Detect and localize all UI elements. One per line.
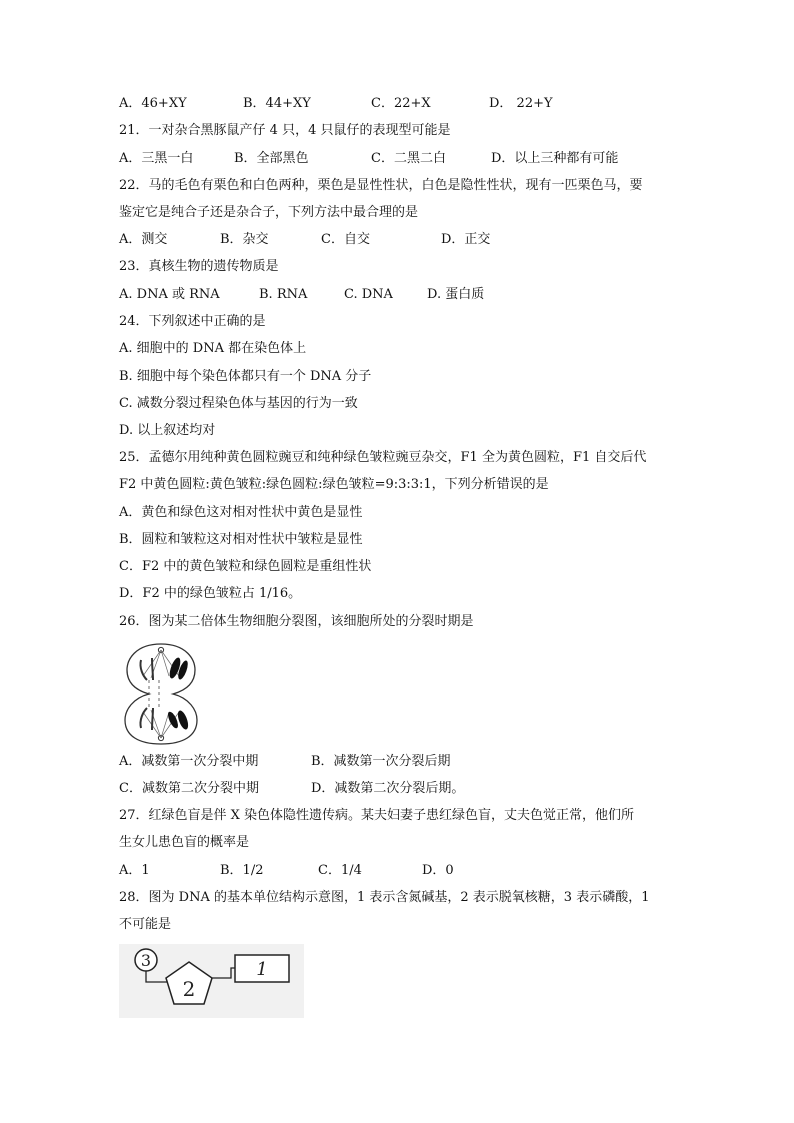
q23-stem: 23．真核生物的遗传物质是 — [119, 259, 279, 274]
q20-option-d: D． 22+Y — [489, 96, 553, 111]
q22-stem-line1: 22．马的毛色有栗色和白色两种，栗色是显性性状，白色是隐性性状，现有一匹栗色马，要 — [119, 178, 643, 193]
q25-stem-line2: F2 中黄色圆粒:黄色皱粒:绿色圆粒:绿色皱粒=9:3:3:1，下列分析错误的是 — [119, 477, 549, 492]
q27-option-c: C．1/4 — [318, 863, 362, 878]
q27-option-b: B．1/2 — [220, 863, 264, 878]
q20-option-a: A．46+XY — [119, 96, 187, 111]
q24-option-c: C. 减数分裂过程染色体与基因的行为一致 — [119, 396, 358, 411]
sugar-label: 2 — [182, 977, 196, 1001]
q23-option-c: C. DNA — [344, 287, 393, 302]
q26-stem: 26．图为某二倍体生物细胞分裂图，该细胞所处的分裂时期是 — [119, 614, 474, 629]
q25-option-d: D．F2 中的绿色皱粒占 1/16。 — [119, 586, 302, 601]
q24-option-b: B. 细胞中每个染色体都只有一个 DNA 分子 — [119, 369, 372, 384]
q23-option-d: D. 蛋白质 — [427, 287, 485, 302]
q26-option-a: A．减数第一次分裂中期 — [119, 754, 259, 769]
q26-option-c: C．减数第二次分裂中期 — [119, 781, 259, 796]
q22-option-b: B．杂交 — [220, 232, 269, 247]
q25-stem-line1: 25．孟德尔用纯种黄色圆粒豌豆和纯种绿色皱粒豌豆杂交，F1 全为黄色圆粒，F1 自交后代 — [119, 450, 647, 465]
q22-stem-line2: 鉴定它是纯合子还是杂合子，下列方法中最合理的是 — [119, 205, 419, 220]
q27-option-d: D．0 — [422, 863, 454, 878]
q24-option-d: D. 以上叙述均对 — [119, 423, 216, 438]
q21-option-d: D．以上三种都有可能 — [491, 151, 619, 166]
q26-option-d: D．减数第二次分裂后期。 — [311, 781, 465, 796]
q21-option-b: B．全部黑色 — [234, 151, 309, 166]
dna-nucleotide-figure — [119, 944, 304, 1018]
phosphate-label: 3 — [140, 951, 152, 970]
q21-stem: 21．一对杂合黑豚鼠产仔 4 只，4 只鼠仔的表现型可能是 — [119, 123, 451, 138]
q26-option-b: B．减数第一次分裂后期 — [311, 754, 451, 769]
q28-stem-line1: 28．图为 DNA 的基本单位结构示意图，1 表示含氮碱基，2 表示脱氧核糖，3 表示磷酸，1 — [119, 890, 650, 905]
q27-stem-line1: 27．红绿色盲是伴 X 染色体隐性遗传病。某夫妇妻子患红绿色盲，丈夫色觉正常，他们所 — [119, 808, 635, 823]
q22-option-a: A．测交 — [119, 232, 168, 247]
q24-option-a: A. 细胞中的 DNA 都在染色体上 — [119, 341, 307, 356]
q23-option-b: B. RNA — [259, 287, 308, 302]
base-label: 1 — [256, 959, 268, 980]
q22-option-c: C．自交 — [321, 232, 370, 247]
q27-stem-line2: 生女儿患色盲的概率是 — [119, 835, 250, 850]
q20-option-b: B．44+XY — [243, 96, 311, 111]
q22-option-d: D．正交 — [441, 232, 491, 247]
q25-option-c: C．F2 中的黄色皱粒和绿色圆粒是重组性状 — [119, 559, 372, 574]
q27-option-a: A．1 — [119, 863, 150, 878]
q23-option-a: A. DNA 或 RNA — [119, 287, 220, 302]
q21-option-c: C．二黑二白 — [371, 151, 446, 166]
q28-stem-line2: 不可能是 — [119, 917, 172, 932]
q25-option-b: B．圆粒和皱粒这对相对性状中皱粒是显性 — [119, 532, 363, 547]
q24-stem: 24．下列叙述中正确的是 — [119, 314, 266, 329]
q25-option-a: A．黄色和绿色这对相对性状中黄色是显性 — [119, 505, 363, 520]
q20-option-c: C．22+X — [371, 96, 431, 111]
cell-division-figure — [119, 640, 204, 748]
q21-option-a: A．三黑一白 — [119, 151, 194, 166]
